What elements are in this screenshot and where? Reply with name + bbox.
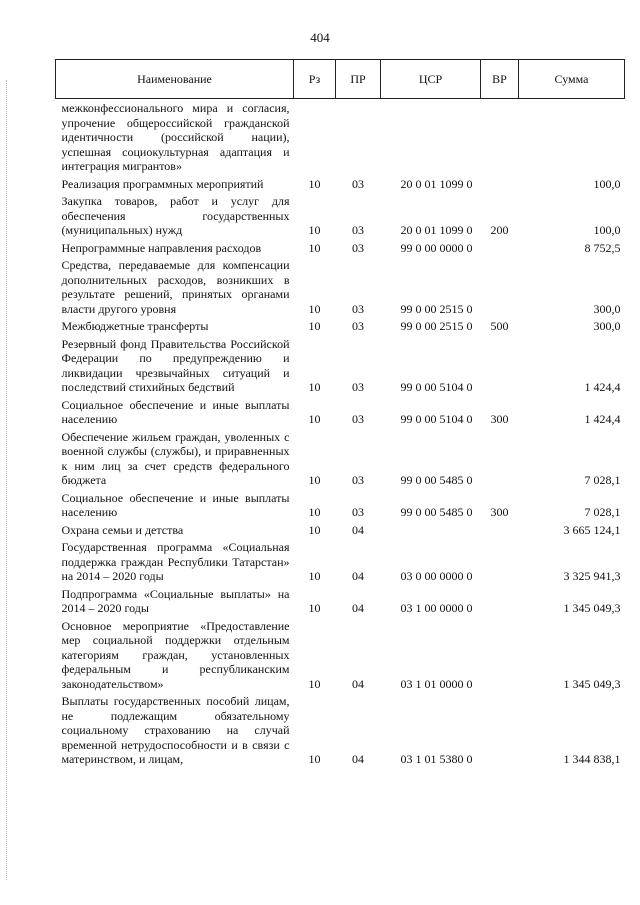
- table-row: [56, 428, 625, 489]
- header-pr: ПР: [336, 60, 381, 99]
- row-name: Реализация программных мероприятий: [61, 176, 264, 191]
- row-csr: [381, 521, 481, 539]
- row-vr: 300: [490, 412, 509, 426]
- row-vr: [481, 99, 519, 175]
- row-sum: 1 344 838,1: [563, 752, 621, 766]
- row-vr: 300: [490, 505, 509, 519]
- row-rz: 10: [308, 319, 321, 333]
- row-pr: 03: [352, 301, 364, 316]
- row-name: Резервный фонд Правительства Российской Федерации по предупреждению и ликвидации чрезвычайных ситуаций и последствий стихийных бедствий: [61, 336, 290, 394]
- table-row: [56, 256, 625, 317]
- row-name: межконфессионального мира и согласия, упрочение общероссийской гражданской идентичности (российской нации), успешная социокультурная адаптация и интеграция мигрантов»: [61, 101, 290, 173]
- row-rz: 10: [308, 473, 321, 487]
- row-sum: 8 752,5: [584, 240, 621, 255]
- row-sum: 1 345 049,3: [563, 601, 621, 615]
- row-pr: 04: [352, 569, 364, 583]
- row-csr: 03 1 01 5380 0: [400, 752, 473, 766]
- row-name: Межбюджетные трансферты: [61, 319, 209, 333]
- row-name: Закупка товаров, работ и услуг для обеспечения государственных (муниципальных) нужд: [61, 194, 290, 237]
- row-vr: 500: [490, 319, 509, 333]
- row-pr: 04: [352, 522, 364, 537]
- row-sum: 100,0: [593, 176, 621, 191]
- row-vr: 200: [490, 223, 509, 237]
- row-name: Подпрограмма «Социальные выплаты» на 2014 – 2020 годы: [61, 586, 290, 615]
- table-row: [56, 396, 625, 428]
- row-vr: [481, 256, 519, 317]
- row-pr: 03: [352, 176, 364, 191]
- row-vr: [481, 538, 519, 585]
- row-rz: 10: [308, 505, 321, 519]
- row-pr: 03: [352, 380, 364, 394]
- row-rz: 10: [308, 522, 321, 537]
- row-rz: 10: [308, 412, 321, 426]
- row-rz: 10: [308, 380, 321, 394]
- row-pr: 03: [352, 223, 364, 237]
- row-name: Непрограммные направления расходов: [61, 240, 262, 255]
- row-sum: 1 424,4: [584, 412, 621, 426]
- row-csr: 99 0 00 5104 0: [400, 380, 473, 394]
- row-sum: [519, 99, 625, 175]
- row-pr: 03: [352, 319, 364, 333]
- row-pr: 03: [352, 505, 364, 519]
- row-vr: [481, 521, 519, 539]
- row-pr: [336, 99, 381, 175]
- row-vr: [481, 335, 519, 396]
- row-sum: 7 028,1: [584, 473, 621, 487]
- row-csr: 20 0 01 1099 0: [400, 176, 473, 191]
- row-sum: 3 665 124,1: [563, 522, 621, 537]
- row-csr: 99 0 00 0000 0: [400, 240, 473, 255]
- row-csr: 20 0 01 1099 0: [400, 223, 473, 237]
- table-row: [56, 585, 625, 617]
- row-rz: [294, 99, 336, 175]
- row-sum: 100,0: [593, 223, 621, 237]
- row-name: Обеспечение жильем граждан, уволенных с военной службы (службы), и приравненных к ним лиц за счет средств федерального бюджета: [61, 429, 290, 487]
- row-pr: 03: [352, 240, 364, 255]
- row-vr: [481, 239, 519, 257]
- row-pr: 03: [352, 473, 364, 487]
- row-sum: 1 345 049,3: [563, 676, 621, 691]
- header-csr: ЦСР: [381, 60, 481, 99]
- row-sum: 3 325 941,3: [563, 569, 621, 583]
- table-row: [56, 175, 625, 193]
- row-sum: 300,0: [593, 319, 621, 333]
- table-row: [56, 617, 625, 693]
- row-rz: 10: [308, 676, 321, 691]
- table-row: [56, 521, 625, 539]
- row-csr: 03 1 01 0000 0: [400, 676, 473, 691]
- table-row: [56, 489, 625, 521]
- header-vr: ВР: [481, 60, 519, 99]
- table-row: [56, 99, 625, 175]
- table-row: [56, 692, 625, 768]
- row-rz: 10: [308, 752, 321, 766]
- row-vr: [481, 617, 519, 693]
- table-row: [56, 538, 625, 585]
- row-rz: 10: [308, 223, 321, 237]
- row-sum: 7 028,1: [584, 505, 621, 519]
- row-vr: [481, 428, 519, 489]
- row-rz: 10: [308, 601, 321, 615]
- row-pr: 04: [352, 601, 364, 615]
- row-name: Социальное обеспечение и иные выплаты населению: [61, 490, 290, 519]
- row-csr: 99 0 00 5485 0: [400, 505, 473, 519]
- row-name: Основное мероприятие «Предоставление мер социальной поддержки отдельным категориям граждан, установленных федеральным и республиканским законодательством»: [61, 618, 290, 691]
- table-row: [56, 335, 625, 396]
- header-rz: Рз: [294, 60, 336, 99]
- row-pr: 04: [352, 752, 364, 766]
- table-row: [56, 239, 625, 257]
- row-name: Социальное обеспечение и иные выплаты населению: [61, 397, 290, 426]
- scan-edge-marks: [6, 80, 8, 880]
- header-sum: Сумма: [519, 60, 625, 99]
- row-name: Выплаты государственных пособий лицам, не подлежащим обязательному социальному страхованию на случай временной нетрудоспособности и в связи с материнством, и лицам,: [61, 694, 290, 766]
- row-rz: 10: [308, 176, 321, 191]
- page-number: 404: [310, 30, 330, 45]
- table-row: [56, 192, 625, 239]
- row-sum: 300,0: [593, 301, 621, 316]
- row-sum: 1 424,4: [584, 380, 621, 394]
- row-csr: 99 0 00 5104 0: [400, 412, 473, 426]
- budget-table: [55, 59, 625, 768]
- row-rz: 10: [308, 569, 321, 583]
- row-csr: 03 0 00 0000 0: [400, 569, 473, 583]
- row-vr: [481, 692, 519, 768]
- row-name: Охрана семьи и детства: [61, 522, 184, 537]
- table-row: [56, 317, 625, 335]
- row-name: Государственная программа «Социальная поддержка граждан Республики Татарстан» на 2014 – 2020 годы: [61, 540, 290, 583]
- row-csr: 99 0 00 2515 0: [400, 301, 473, 316]
- row-vr: [481, 175, 519, 193]
- row-vr: [481, 585, 519, 617]
- row-csr: 99 0 00 2515 0: [400, 319, 473, 333]
- header-name: Наименование: [56, 60, 294, 99]
- row-rz: 10: [308, 301, 321, 316]
- row-rz: 10: [308, 240, 321, 255]
- row-pr: 03: [352, 412, 364, 426]
- table-header-row: [56, 60, 625, 99]
- row-pr: 04: [352, 676, 364, 691]
- row-csr: 99 0 00 5485 0: [400, 473, 473, 487]
- row-csr: [381, 99, 481, 175]
- row-csr: 03 1 00 0000 0: [400, 601, 473, 615]
- row-name: Средства, передаваемые для компенсации дополнительных расходов, возникших в результате решений, принятых органами власти другого уровня: [61, 258, 290, 316]
